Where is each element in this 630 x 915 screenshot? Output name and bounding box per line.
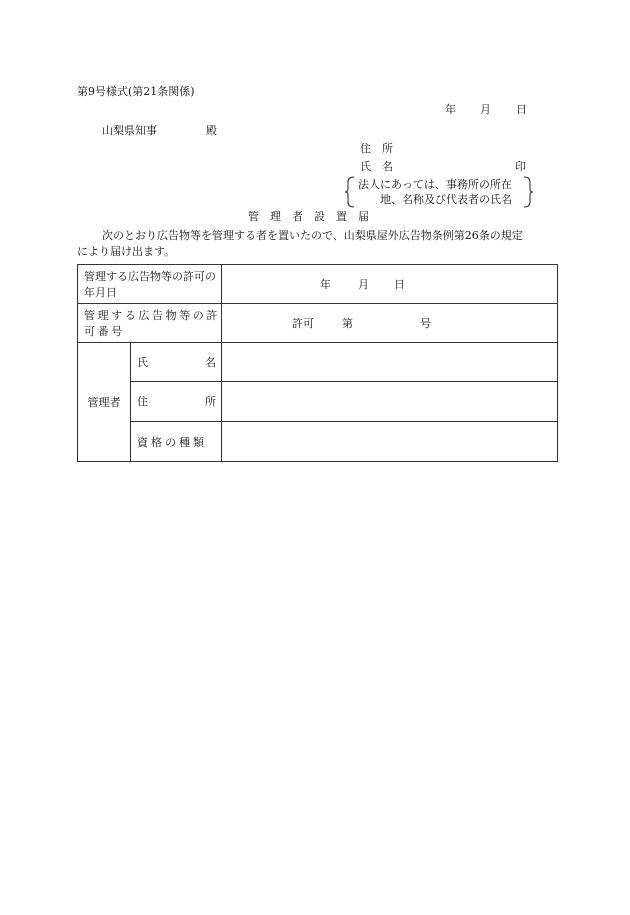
permit-number-field[interactable] <box>222 304 558 343</box>
manager-qualification-label-cell <box>131 422 222 462</box>
addressee-honorific: 殿 <box>206 124 217 137</box>
permit-date-label: 管理する広告物等の許可の年月日 <box>84 270 216 299</box>
manager-name-label-cell <box>131 343 222 382</box>
permit-prefix-label: 許可 <box>292 317 314 330</box>
corporate-note <box>344 176 534 208</box>
manager-address-label-a: 住 <box>137 395 148 408</box>
permit-number-label: 管理する広告物等の許可番号 <box>84 309 220 338</box>
manager-label-cell <box>78 343 131 462</box>
permit-date-label-cell <box>78 265 222 304</box>
body-text-line1: 次のとおり広告物等を管理する者を置いたので、山梨県屋外広告物条例第26条の規定 <box>102 229 523 242</box>
permit-year-label: 年 <box>320 278 331 291</box>
permit-dai-label: 第 <box>342 317 353 330</box>
permit-date-field[interactable] <box>222 265 558 304</box>
corporate-note-line1: 法人にあっては、事務所の所在 <box>358 178 512 191</box>
document-title: 管 理 者 設 置 届 <box>248 210 369 223</box>
applicant-name-label: 氏 名 <box>360 160 393 173</box>
manager-address-field[interactable] <box>222 382 558 422</box>
addressee-name: 山梨県知事 <box>102 124 157 137</box>
manager-name-label-b: 名 <box>205 356 216 369</box>
manager-address-label-b: 所 <box>205 395 216 408</box>
manager-name-field[interactable] <box>222 343 558 382</box>
date-month-label: 月 <box>480 103 491 116</box>
applicant-address-label: 住 所 <box>360 142 393 155</box>
table-row <box>78 304 558 343</box>
table-row <box>78 343 558 382</box>
permit-go-label: 号 <box>420 317 431 330</box>
manager-qualification-label: 資格の種類 <box>137 435 207 449</box>
table-row <box>78 382 558 422</box>
form-number-label: 第9号様式(第21条関係) <box>77 85 195 98</box>
table-row <box>78 265 558 304</box>
corporate-note-line2: 地、名称及び代表者の氏名 <box>380 193 512 206</box>
permit-day-label: 日 <box>394 278 405 291</box>
body-text-line2: により届け出ます。 <box>77 245 176 258</box>
manager-name-label-a: 氏 <box>137 356 148 369</box>
permit-number-label-cell <box>78 304 222 343</box>
table-row <box>78 422 558 462</box>
manager-label: 管理者 <box>87 396 121 409</box>
manager-qualification-field[interactable] <box>222 422 558 462</box>
date-year-label: 年 <box>445 103 456 116</box>
applicant-seal-label: 印 <box>515 160 526 173</box>
permit-month-label: 月 <box>358 278 369 291</box>
date-day-label: 日 <box>516 103 527 116</box>
manager-address-label-cell <box>131 382 222 422</box>
manager-form-table <box>77 264 558 462</box>
